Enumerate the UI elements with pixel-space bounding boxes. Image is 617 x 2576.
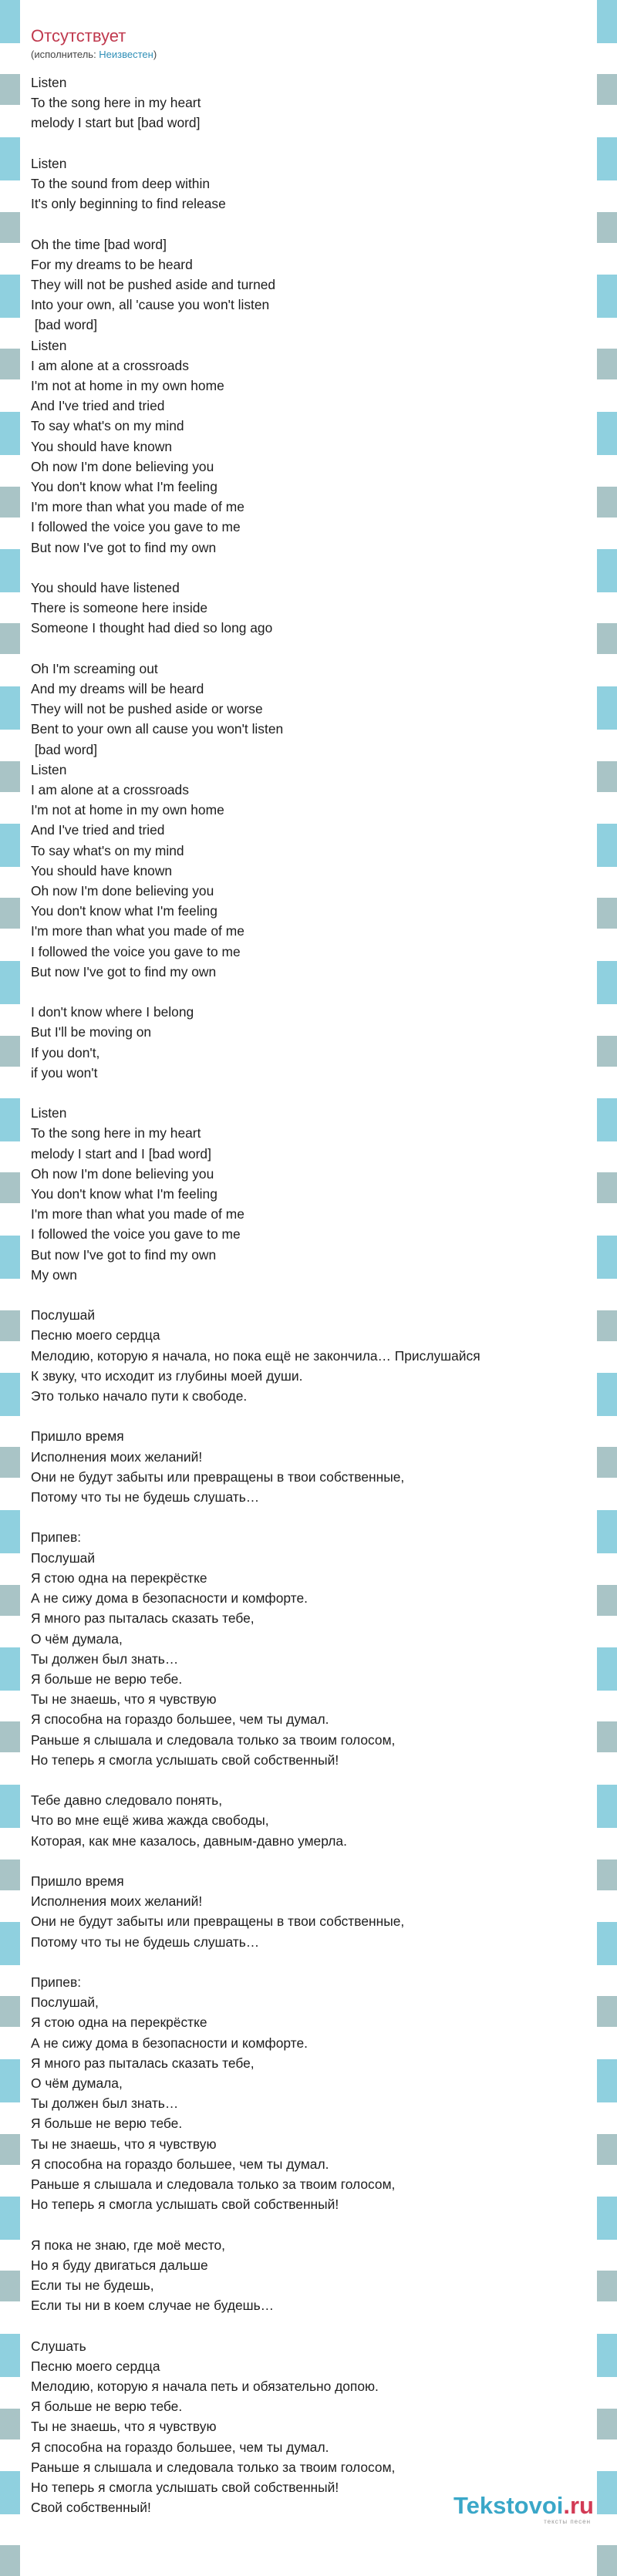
lyric-line: Раньше я слышала и следовала только за твоим голосом, [31, 1731, 396, 1748]
decorative-stripe [597, 1172, 617, 1203]
lyric-line: For my dreams to be heard [31, 256, 193, 272]
lyric-line: My own [31, 1266, 77, 1283]
logo-domain: .ru [563, 2492, 594, 2519]
decorative-stripe [597, 74, 617, 105]
decorative-stripe [0, 1922, 20, 1965]
lyric-line: Oh I'm screaming out [31, 660, 158, 676]
decorative-stripe [0, 1585, 20, 1616]
lyrics-stanza [31, 72, 586, 133]
decorative-stripe [597, 2334, 617, 2377]
lyric-line: Я стою одна на перекрёстке [31, 1570, 207, 1586]
decorative-stripe [0, 1647, 20, 1691]
lyrics-stanza [31, 659, 586, 982]
lyric-line: Listen [31, 1105, 67, 1121]
lyric-line: Ты не знаешь, что я чувствую [31, 1691, 217, 1708]
lyric-line: Oh the time [bad word] [31, 236, 167, 252]
lyric-line: I'm more than what you made of me [31, 499, 244, 515]
lyric-line: Я способна на гораздо большее, чем ты думал. [31, 2156, 329, 2172]
lyric-line: Но теперь я смогла услышать свой собственный! [31, 2197, 339, 2213]
lyric-line: Слушать [31, 2338, 86, 2354]
lyric-line: But now I've got to find my own [31, 1246, 217, 1263]
decorative-stripe [597, 412, 617, 455]
lyric-line: It's only beginning to find release [31, 196, 226, 212]
artist-prefix: (исполнитель: [31, 49, 99, 60]
decorative-stripe [597, 1373, 617, 1416]
decorative-stripe [597, 2271, 617, 2301]
lyric-line: Пришло время [31, 1873, 124, 1889]
decorative-stripe [0, 137, 20, 180]
lyric-line: Потому что ты не будешь слушать… [31, 1489, 260, 1505]
lyric-line: Into your own, all 'cause you won't listen [31, 297, 270, 313]
decorative-stripe [0, 1373, 20, 1416]
lyric-line: I'm more than what you made of me [31, 1206, 244, 1222]
lyric-line: Тебе давно следовало понять, [31, 1792, 223, 1809]
decorative-stripe [0, 2545, 20, 2576]
lyrics-card [20, 0, 597, 2547]
lyric-line: I'm more than what you made of me [31, 923, 244, 939]
decorative-stripe [0, 2134, 20, 2165]
lyric-line: Потому что ты не будешь слушать… [31, 1934, 260, 1950]
lyrics-body [31, 72, 586, 2517]
lyric-line: They will not be pushed aside or worse [31, 701, 263, 717]
lyric-line: Oh now I'm done believing you [31, 1165, 214, 1182]
decorative-stripe [0, 2334, 20, 2377]
decorative-stripe [0, 74, 20, 105]
lyric-line: Я способна на гораздо большее, чем ты думал. [31, 1711, 329, 1728]
decorative-stripe [597, 349, 617, 379]
lyric-line: They will not be pushed aside and turned [31, 277, 276, 292]
decorative-stripe [597, 487, 617, 518]
decorative-stripe [0, 212, 20, 243]
decorative-stripe [0, 1236, 20, 1279]
decorative-stripe [0, 487, 20, 518]
lyric-line: [bad word] [31, 741, 98, 757]
decorative-stripe [597, 1236, 617, 1279]
decorative-stripe [597, 2409, 617, 2439]
lyric-line: Которая, как мне казалось, давным-давно умерла. [31, 1833, 347, 1849]
lyrics-stanza [31, 1527, 586, 1769]
lyric-line: Они не будут забыты или превращены в твои собственные, [31, 1468, 405, 1485]
decorative-stripe [0, 2059, 20, 2102]
lyric-line: Listen [31, 155, 67, 171]
lyric-line: But now I've got to find my own [31, 963, 217, 979]
decorative-stripe [597, 761, 617, 792]
decorative-stripe [0, 686, 20, 730]
lyrics-stanza [31, 234, 586, 558]
lyrics-stanza [31, 1426, 586, 1507]
decorative-stripe [597, 1585, 617, 1616]
decorative-stripe [0, 1785, 20, 1828]
decorative-stripe [597, 898, 617, 929]
lyric-line: Исполнения моих желаний! [31, 1893, 203, 1910]
decorative-stripe [597, 275, 617, 318]
lyric-line: А не сижу дома в безопасности и комфорте. [31, 2035, 308, 2051]
lyrics-stanza [31, 1972, 586, 2214]
left-decorative-stripes [0, 0, 20, 2547]
lyric-line: To the song here in my heart [31, 1125, 201, 1141]
lyric-line: Я стою одна на перекрёстке [31, 2015, 207, 2031]
decorative-stripe [597, 0, 617, 43]
lyric-line: There is someone here inside [31, 600, 208, 616]
decorative-stripe [597, 2471, 617, 2514]
lyric-line: Listen [31, 761, 67, 777]
decorative-stripe [0, 761, 20, 792]
lyrics-stanza [31, 153, 586, 214]
lyric-line: Я пока не знаю, где моё место, [31, 2237, 225, 2253]
lyrics-stanza [31, 1002, 586, 1083]
lyric-line: Исполнения моих желаний! [31, 1448, 203, 1465]
lyric-line: К звуку, что исходит из глубины моей души. [31, 1367, 303, 1384]
lyrics-stanza [31, 1305, 586, 1406]
lyric-line: I followed the voice you gave to me [31, 1226, 241, 1242]
lyric-line: Ты должен был знать… [31, 2096, 179, 2112]
lyric-line: And I've tried and tried [31, 822, 165, 838]
decorative-stripe [0, 1310, 20, 1341]
lyric-line: Но теперь я смогла услышать свой собственный! [31, 1752, 339, 1768]
lyric-line: Ты должен был знать… [31, 1650, 179, 1667]
lyric-line: You don't know what I'm feeling [31, 1186, 217, 1202]
decorative-stripe [0, 1098, 20, 1141]
lyric-line: Но теперь я смогла услышать свой собственный! [31, 2479, 339, 2495]
lyric-line: I don't know where I belong [31, 1004, 194, 1020]
lyric-line: Bent to your own all cause you won't listen [31, 721, 284, 737]
lyric-line: I'm not at home in my own home [31, 802, 224, 818]
lyric-line: О чём думала, [31, 2075, 123, 2091]
lyric-line: Послушай [31, 1549, 96, 1566]
lyric-line: Я много раз пыталась сказать тебе, [31, 1610, 255, 1627]
lyric-line: Что во мне ещё жива жажда свободы, [31, 1812, 269, 1829]
decorative-stripe [597, 2545, 617, 2576]
lyric-line: Песню моего сердца [31, 2358, 160, 2374]
lyric-line: I'm not at home in my own home [31, 378, 224, 394]
lyric-line: Ты не знаешь, что я чувствую [31, 2136, 217, 2152]
decorative-stripe [597, 2197, 617, 2240]
decorative-stripe [597, 1510, 617, 1553]
lyric-line: Раньше я слышала и следовала только за твоим голосом, [31, 2459, 396, 2475]
lyric-line: Пришло время [31, 1428, 124, 1445]
lyric-line: To say what's on my mind [31, 842, 184, 858]
lyric-line: melody I start and I [bad word] [31, 1145, 211, 1162]
decorative-stripe [597, 824, 617, 867]
decorative-stripe [597, 1996, 617, 2027]
lyric-line: Oh now I'm done believing you [31, 883, 214, 899]
decorative-stripe [597, 2134, 617, 2165]
lyric-line: Припев: [31, 1974, 82, 1990]
lyric-line: Я больше не верю тебе. [31, 2116, 183, 2132]
right-decorative-stripes [597, 0, 617, 2547]
lyric-line: Припев: [31, 1529, 82, 1546]
lyric-line: I am alone at a crossroads [31, 782, 189, 798]
lyric-line: Someone I thought had died so long ago [31, 620, 273, 636]
decorative-stripe [597, 549, 617, 592]
lyric-line: Ты не знаешь, что я чувствую [31, 2419, 217, 2435]
decorative-stripe [0, 623, 20, 654]
lyric-line: Это только начало пути к свободе. [31, 1388, 248, 1404]
lyric-line: Послушай [31, 1307, 96, 1323]
lyric-line: You should have known [31, 862, 173, 878]
lyric-line: You should have listened [31, 580, 180, 596]
lyric-line: And I've tried and tried [31, 398, 165, 414]
decorative-stripe [0, 0, 20, 43]
decorative-stripe [0, 1996, 20, 2027]
lyric-line: To say what's on my mind [31, 418, 184, 434]
lyric-line: Если ты ни в коем случае не будешь… [31, 2298, 275, 2314]
lyric-line: But now I've got to find my own [31, 539, 217, 555]
lyric-line: Я больше не верю тебе. [31, 1671, 183, 1687]
decorative-stripe [0, 824, 20, 867]
decorative-stripe [0, 2409, 20, 2439]
lyric-line: Песню моего сердца [31, 1327, 160, 1344]
decorative-stripe [0, 1036, 20, 1067]
lyric-line: Но я буду двигаться дальше [31, 2257, 208, 2273]
lyric-line: Они не будут забыты или превращены в твои собственные, [31, 1913, 405, 1930]
decorative-stripe [0, 961, 20, 1004]
lyric-line: А не сижу дома в безопасности и комфорте. [31, 1590, 308, 1607]
lyric-line: Мелодию, которую я начала петь и обязательно допою. [31, 2378, 379, 2394]
decorative-stripe [0, 549, 20, 592]
lyric-line: To the song here in my heart [31, 95, 201, 111]
lyrics-stanza [31, 1871, 586, 1952]
lyric-line: Раньше я слышала и следовала только за твоим голосом, [31, 2176, 396, 2192]
lyric-line: Если ты не будешь, [31, 2277, 154, 2293]
lyric-line: I followed the voice you gave to me [31, 519, 241, 535]
decorative-stripe [597, 212, 617, 243]
logo-tagline: тексты песен [544, 2518, 591, 2525]
lyric-line: Я больше не верю тебе. [31, 2399, 183, 2415]
lyric-line: melody I start but [bad word] [31, 115, 201, 131]
lyrics-stanza [31, 1790, 586, 1851]
song-title: Отсутствует [31, 26, 126, 46]
decorative-stripe [0, 1860, 20, 1890]
decorative-stripe [597, 1098, 617, 1141]
lyric-line: You don't know what I'm feeling [31, 903, 217, 919]
lyric-line: [bad word] [31, 317, 98, 333]
decorative-stripe [597, 1785, 617, 1828]
lyric-line: You don't know what I'm feeling [31, 479, 217, 495]
lyric-line: Oh now I'm done believing you [31, 458, 214, 474]
lyric-line: О чём думала, [31, 1630, 123, 1647]
decorative-stripe [597, 1447, 617, 1478]
site-logo[interactable] [453, 2493, 594, 2525]
lyric-line: You should have known [31, 438, 173, 454]
lyric-line: If you don't, [31, 1044, 100, 1060]
decorative-stripe [0, 898, 20, 929]
decorative-stripe [0, 2197, 20, 2240]
lyrics-stanza [31, 2235, 586, 2316]
decorative-stripe [0, 1172, 20, 1203]
decorative-stripe [597, 686, 617, 730]
decorative-stripe [0, 1447, 20, 1478]
decorative-stripe [597, 961, 617, 1004]
logo-name: Tekstovoi [453, 2492, 564, 2519]
lyric-line: I followed the voice you gave to me [31, 943, 241, 959]
lyric-line: But I'll be moving on [31, 1024, 152, 1040]
decorative-stripe [597, 1647, 617, 1691]
decorative-stripe [0, 275, 20, 318]
decorative-stripe [597, 1860, 617, 1890]
decorative-stripe [597, 1036, 617, 1067]
decorative-stripe [597, 1721, 617, 1752]
decorative-stripe [0, 2471, 20, 2514]
lyric-line: Я способна на гораздо большее, чем ты думал. [31, 2439, 329, 2455]
lyric-line: I am alone at a crossroads [31, 357, 189, 373]
decorative-stripe [0, 2271, 20, 2301]
lyric-line: And my dreams will be heard [31, 681, 204, 697]
decorative-stripe [0, 1510, 20, 1553]
decorative-stripe [597, 623, 617, 654]
logo-wordmark [453, 2493, 594, 2518]
decorative-stripe [597, 137, 617, 180]
lyrics-stanza [31, 578, 586, 639]
decorative-stripe [597, 2059, 617, 2102]
lyric-line: Послушай, [31, 1994, 99, 2011]
lyric-line: Listen [31, 75, 67, 90]
lyric-line: Свой собственный! [31, 2500, 151, 2516]
lyric-line: Мелодию, которую я начала, но пока ещё не закончила… Прислушайся [31, 1347, 480, 1364]
artist-line [31, 48, 586, 62]
lyric-line: Listen [31, 337, 67, 353]
lyrics-stanza [31, 2336, 586, 2518]
decorative-stripe [0, 412, 20, 455]
decorative-stripe [597, 1922, 617, 1965]
decorative-stripe [597, 1310, 617, 1341]
artist-suffix: ) [153, 49, 157, 60]
decorative-stripe [0, 1721, 20, 1752]
decorative-stripe [0, 349, 20, 379]
lyric-line: if you won't [31, 1064, 98, 1081]
lyric-line: To the sound from deep within [31, 176, 211, 191]
lyrics-stanza [31, 1103, 586, 1285]
lyric-line: Я много раз пыталась сказать тебе, [31, 2055, 255, 2071]
artist-link[interactable]: Неизвестен [99, 49, 153, 60]
